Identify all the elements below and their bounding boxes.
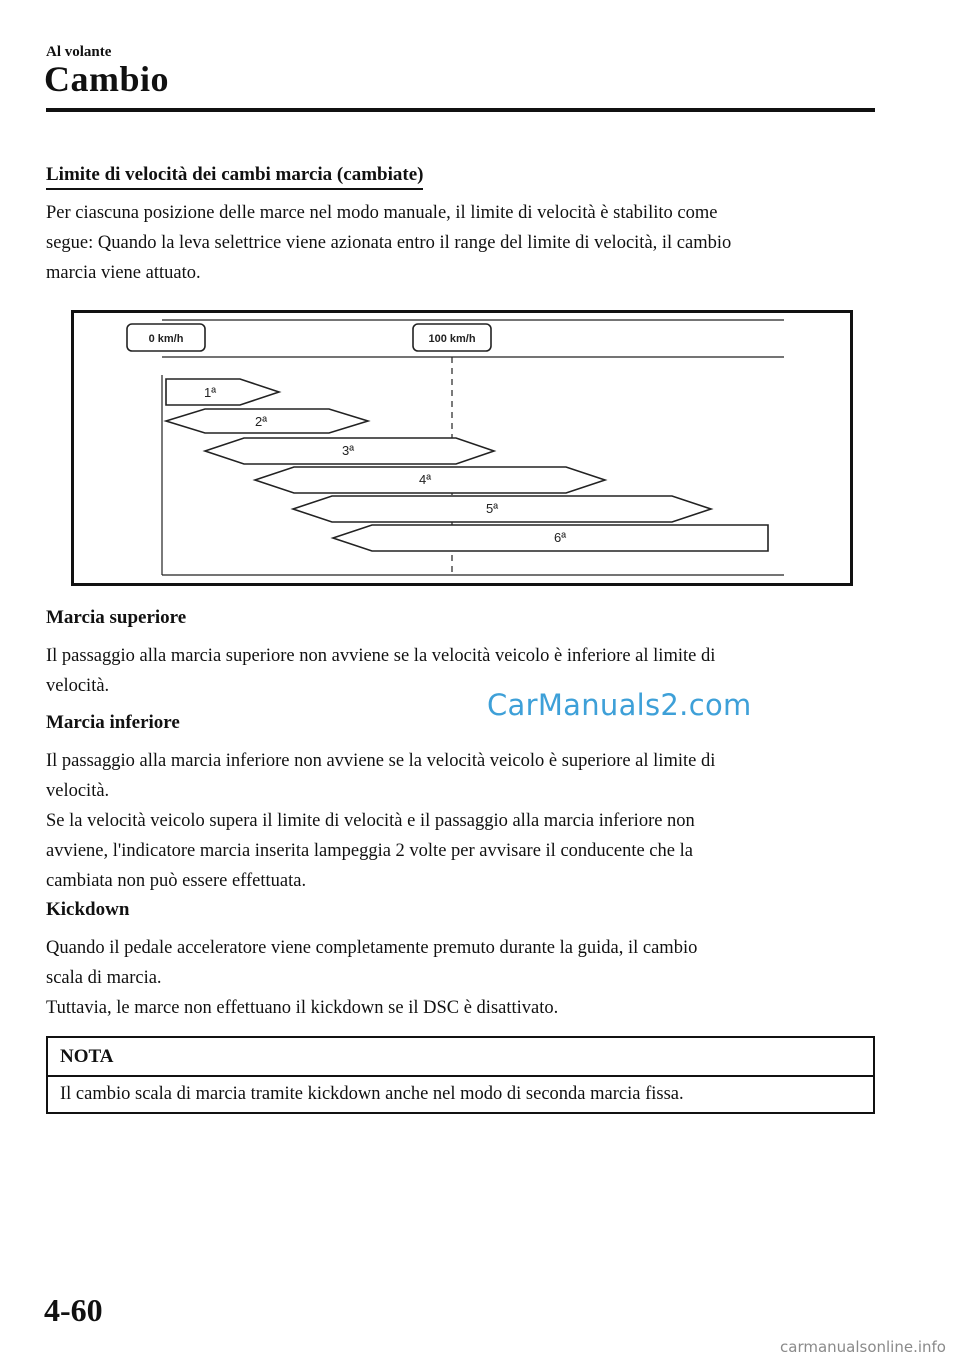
gear-label-1: 1ª — [203, 385, 217, 400]
downshift-line: avviene, l'indicatore marcia inserita lampeggia 2 volte per avvisare il conducente che la — [46, 841, 693, 861]
intro-line: segue: Quando la leva selettrice viene azionata entro il range del limite di velocità, il cambio — [46, 233, 732, 253]
page-title: Cambio — [44, 59, 170, 99]
title-rule — [46, 108, 875, 112]
kickdown-line: Quando il pedale acceleratore viene completamente premuto durante la guida, il cambio — [46, 938, 698, 958]
gear-label-4: 4ª — [418, 472, 432, 487]
speed-label-0kmh — [127, 324, 205, 351]
gear-band-3 — [205, 438, 494, 464]
kickdown-heading: Kickdown — [46, 899, 130, 920]
kickdown-line: Tuttavia, le marce non effettuano il kickdown se il DSC è disattivato. — [46, 998, 559, 1018]
kickdown-paragraph — [46, 933, 876, 1023]
note-heading: NOTA — [48, 1038, 873, 1077]
speed-label-100kmh — [413, 324, 491, 351]
downshift-line: cambiata non può essere effettuata. — [46, 871, 307, 891]
downshift-line: velocità. — [46, 781, 110, 801]
note-text: Il cambio scala di marcia tramite kickdown anche nel modo di seconda marcia fissa. — [60, 1084, 684, 1104]
gear-band-1 — [166, 379, 279, 405]
speed-label-0kmh-text: 0 km/h — [148, 333, 184, 345]
gear-speed-diagram — [71, 310, 853, 586]
gear-band-6 — [333, 525, 768, 551]
watermark: CarManuals2.com — [487, 688, 752, 722]
upshift-line: Il passaggio alla marcia superiore non avviene se la velocità veicolo è inferiore al limite di — [46, 646, 716, 666]
gear-label-2: 2ª — [254, 414, 268, 429]
intro-line: marcia viene attuato. — [46, 263, 201, 283]
gear-band-4 — [255, 467, 605, 493]
intro-line: Per ciascuna posizione delle marce nel modo manuale, il limite di velocità è stabilito come — [46, 203, 718, 223]
note-box — [46, 1036, 875, 1114]
speed-label-100kmh-text: 100 km/h — [428, 333, 476, 345]
upshift-heading: Marcia superiore — [46, 607, 187, 628]
downshift-line: Il passaggio alla marcia inferiore non avviene se la velocità veicolo è superiore al limite di — [46, 751, 716, 771]
downshift-paragraph — [46, 746, 876, 896]
upshift-line: velocità. — [46, 676, 110, 696]
kickdown-line: scala di marcia. — [46, 968, 162, 988]
gear-band-5 — [293, 496, 711, 522]
speed-limit-subheading: Limite di velocità dei cambi marcia (cambiate) — [46, 164, 423, 190]
page-number: 4-60 — [44, 1292, 103, 1328]
gear-label-5: 5ª — [485, 501, 499, 516]
gear-label-6: 6ª — [553, 530, 567, 545]
footer-url[interactable]: carmanualsonline.info — [780, 1338, 946, 1356]
downshift-heading: Marcia inferiore — [46, 712, 180, 733]
gear-band-2 — [166, 409, 368, 433]
section-label: Al volante — [46, 44, 112, 60]
gear-label-3: 3ª — [341, 443, 355, 458]
downshift-line: Se la velocità veicolo supera il limite di velocità e il passaggio alla marcia inferiore non — [46, 811, 695, 831]
intro-paragraph — [46, 198, 876, 288]
